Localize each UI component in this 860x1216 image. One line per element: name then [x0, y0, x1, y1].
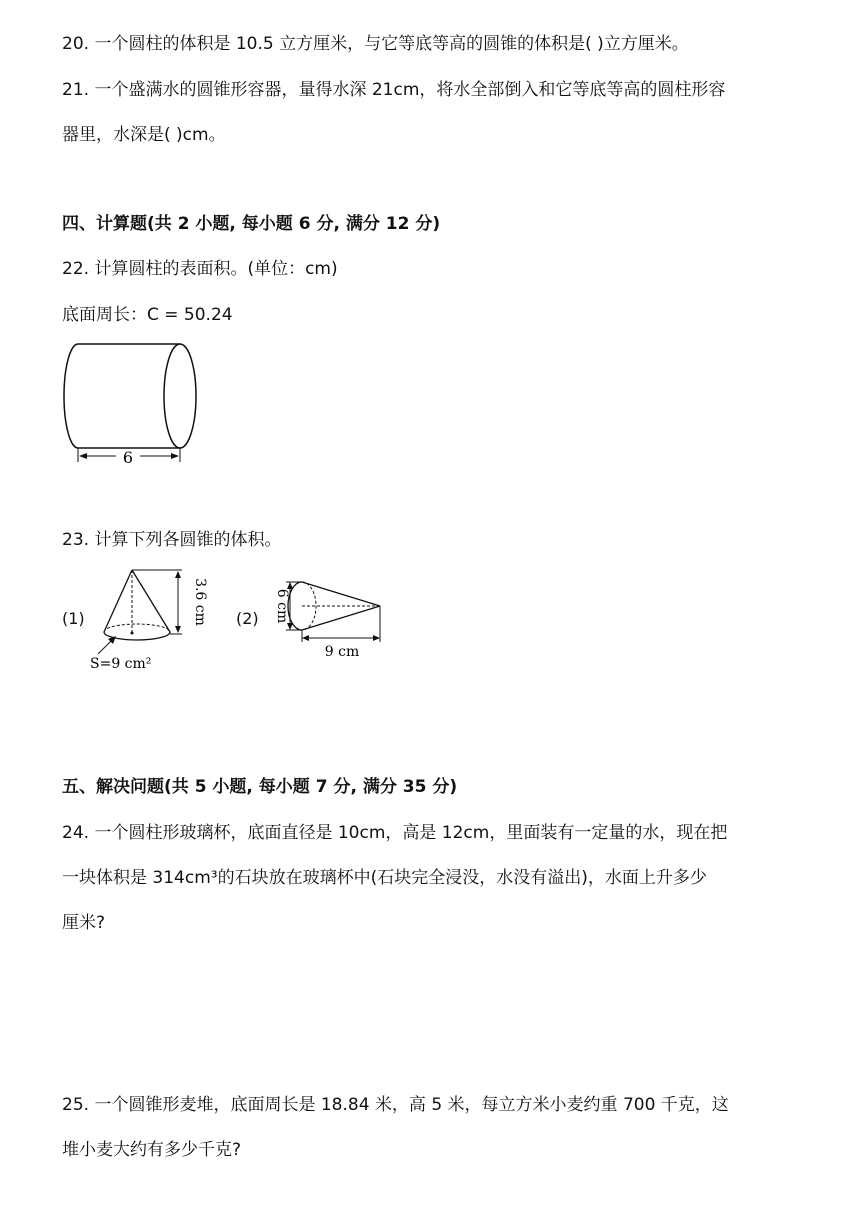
cone-1-label: (1) — [62, 609, 85, 628]
cone-2-height-label: 9 cm — [324, 644, 360, 660]
question-20: 20. 一个圆柱的体积是 10.5 立方厘米，与它等底等高的圆锥的体积是( )立方厘米。 — [62, 34, 689, 54]
question-22-circumference: 底面周长：C = 50.24 — [62, 305, 233, 325]
question-23: 23. 计算下列各圆锥的体积。 — [62, 530, 282, 550]
question-24-line-2: 一块体积是 314cm³的石块放在玻璃杯中(石块完全浸没，水没有溢出)，水面上升多少 — [62, 868, 707, 888]
cylinder-length-label: 6 — [122, 448, 134, 467]
question-24-line-1: 24. 一个圆柱形玻璃杯，底面直径是 10cm，高是 12cm，里面装有一定量的水，现在把 — [62, 823, 728, 843]
question-21-line-2: 器里，水深是( )cm。 — [62, 125, 226, 145]
question-22: 22. 计算圆柱的表面积。(单位：cm) — [62, 259, 338, 279]
cone-2-diameter-label: 6 cm — [274, 588, 290, 624]
cone-2-label: (2) — [236, 609, 259, 628]
cone-1-figure — [86, 566, 206, 674]
section-5-heading: 五、解决问题(共 5 小题, 每小题 7 分, 满分 35 分) — [62, 777, 458, 797]
cone-2-figure — [260, 576, 390, 660]
cone-1-area-label: S=9 cm² — [90, 656, 152, 672]
section-4-heading: 四、计算题(共 2 小题, 每小题 6 分, 满分 12 分) — [62, 214, 441, 234]
question-25-line-2: 堆小麦大约有多少千克? — [62, 1140, 242, 1160]
question-25-line-1: 25. 一个圆锥形麦堆，底面周长是 18.84 米，高 5 米，每立方米小麦约重 700 千克，这 — [62, 1095, 729, 1115]
cylinder-figure — [58, 338, 208, 468]
question-21-line-1: 21. 一个盛满水的圆锥形容器，量得水深 21cm，将水全部倒入和它等底等高的圆柱形容 — [62, 80, 726, 100]
question-24-line-3: 厘米? — [62, 913, 106, 933]
cone-1-height-label: 3.6 cm — [192, 578, 208, 626]
